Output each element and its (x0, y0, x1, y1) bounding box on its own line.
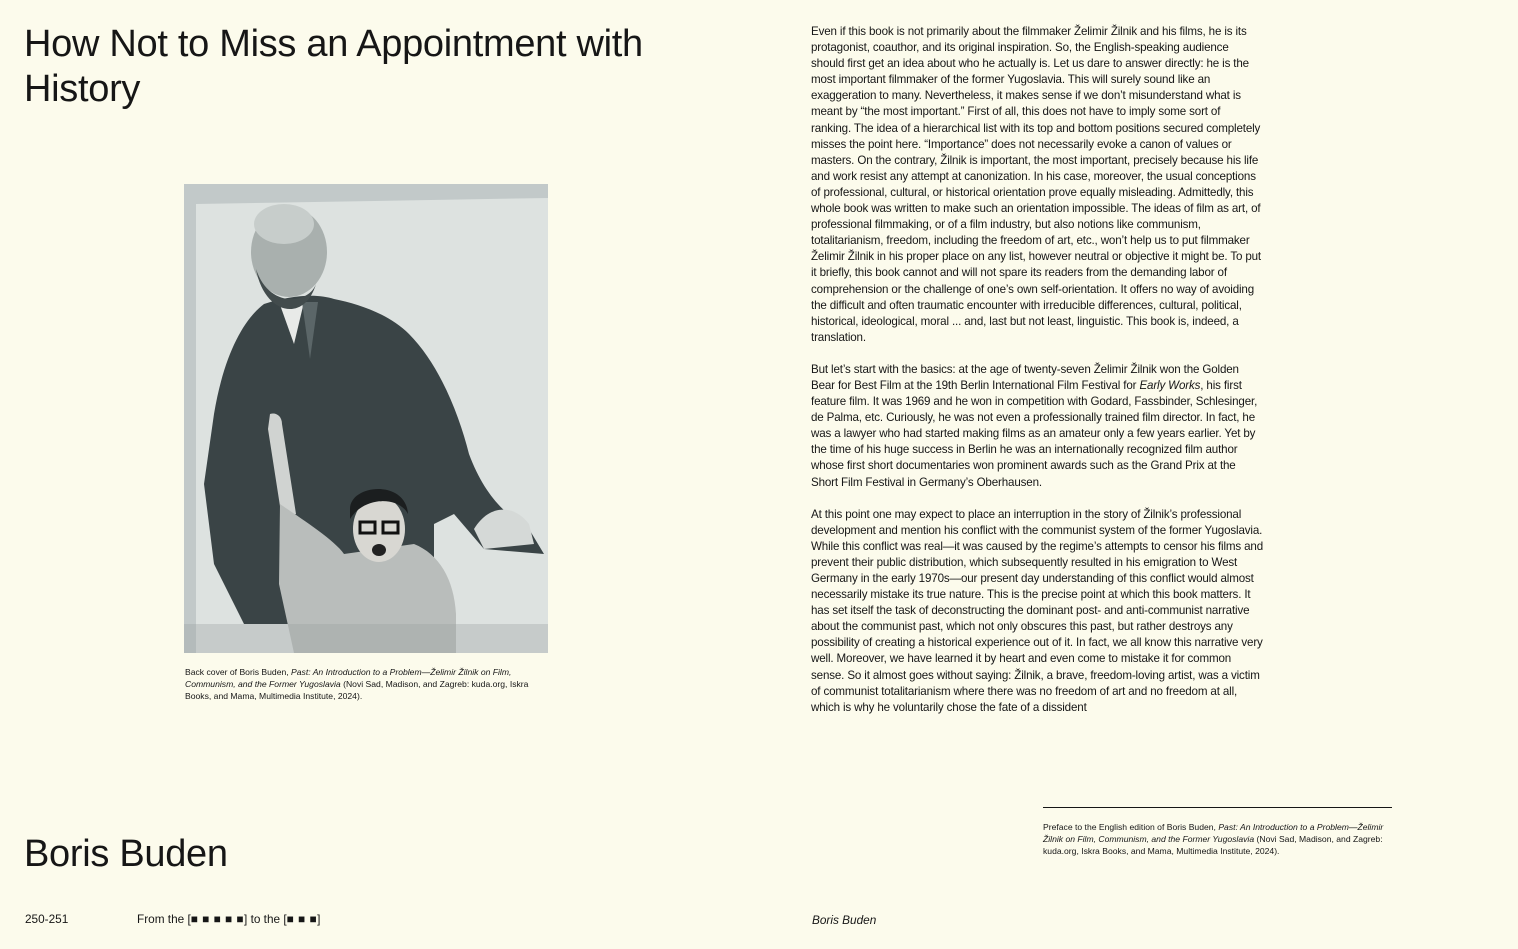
running-author: Boris Buden (812, 913, 877, 927)
body-text (811, 24, 1263, 732)
body-paragraph-1: Even if this book is not primarily about the filmmaker Želimir Žilnik and his films, he is its protagonist, coauthor, and its original inspiration. So, the English-speaking audience should first get an idea about who he actually is. Let us dare to answer directly: he is the most important filmmaker of the former Yugoslavia. This will surely sound like an exaggeration to many. Nevertheless, it makes sense if we don’t misunderstand what is meant by “the most important.” First of all, this does not have to imply some sort of ranking. The idea of a hierarchical list with its top and bottom positions secured completely misses the point here. “Importance” does not necessarily evoke a canon of values or masters. On the contrary, Žilnik is important, the most important, precisely because his life and work resist any attempt at canonization. In his case, moreover, the usual conceptions of professional, cultural, or historical orientation prove equally misleading. Admittedly, this whole book was written to make such an orientation impossible. The ideas of film as art, of professional filmmaking, or of a film industry, but also notions like communism, totalitarianism, freedom, including the freedom of art, etc., won’t help us to put filmmaker Želimir Žilnik in his proper place on any list, however neutral or objective it might be. To put it briefly, this book cannot and will not spare its readers from the demanding labor of comprehension or the challenge of one’s own self-orientation. It offers no way of avoiding the difficult and often traumatic encounter with irreducible differences, cultural, political, historical, ideological, moral ... and, last but not least, linguistic. This book is, indeed, a translation. (811, 25, 1261, 344)
film-title: Early Works (1139, 378, 1201, 392)
footnote-book-title: Past: An Introduction to a Problem—Želimir Žilnik on Film, Communism, and the Former Yugoslavia (1043, 822, 1384, 844)
author-name: Boris Buden (24, 833, 228, 875)
page-numbers: 250-251 (25, 912, 69, 926)
photo-caption-lead: Back cover of Boris Buden, (185, 667, 292, 677)
running-header-part-2: ] to the [ (244, 912, 287, 926)
running-header (137, 912, 320, 926)
article-title: How Not to Miss an Appointment with History (24, 23, 643, 110)
footnote (1043, 822, 1388, 857)
body-paragraph-2-tail: , his first feature film. It was 1969 and he won in competition with Godard, Fassbinder, Schlesinger, de Palma, etc. Curiously, he was not even a professionally trained film director. In fact, he was a lawyer who had started making films as an amateur only a few years earlier. Yet by the time of his huge success in Berlin he was an internationally recognized film author whose first short documentaries won prominent awards such as the Grand Prix at the Short Film Festival in Germany’s Oberhausen. (811, 378, 1258, 489)
photo-caption-tail: (Novi Sad, Madison, and Zagreb: kuda.org, Iskra Books, and Mama, Multimedia Institute, 2024). (185, 679, 529, 701)
footnote-lead: Preface to the English edition of Boris Buden, (1043, 822, 1219, 832)
body-paragraph-2-lead: But let’s start with the basics: at the age of twenty-seven Želimir Žilnik won the Golden Bear for Best Film at the 19th Berlin International Film Festival for (811, 362, 1239, 392)
running-header-part-3: ] (317, 912, 321, 926)
body-paragraph-2 (811, 362, 1263, 491)
body-paragraph-3: At this point one may expect to place an interruption in the story of Žilnik’s professional development and mention his conflict with the communist system of the former Yugoslavia. While this conflict was real—it was caused by the regime’s attempts to censor his films and prevent their public distribution, which subsequently resulted in his emigration to West Germany in the early 1970s—our present day understanding of this conflict would almost necessarily mistake its true nature. This is the precise point at which this book matters. It has set itself the task of deconstructing the dominant post- and anti-communist narrative about the communist past, which not only obscures this past, but rather destroys any possibility of creating a historical experience out of it. In fact, we all know this narrative very well. Moreover, we have learned it by heart and even come to mistake it for common sense. So it almost goes without saying: Žilnik, a brave, freedom-loving artist, was a victim of communist totalitarianism where there was no freedom of art and no freedom at all, which is why he voluntarily chose the fate of a dissident (811, 507, 1264, 714)
footnote-rule (1043, 807, 1392, 808)
redacted-blocks-2: ■ ■ ■ (286, 912, 318, 926)
back-cover-photo (184, 184, 548, 653)
poster-photo-illustration (184, 184, 548, 653)
photo-caption (185, 666, 547, 702)
running-header-part-1: From the [ (137, 912, 191, 926)
photo-caption-book-title: Past: An Introduction to a Problem—Želimir Žilnik on Film, Communism, and the Former Yugoslavia (185, 667, 512, 689)
footnote-tail: (Novi Sad, Madison, and Zagreb: kuda.org, Iskra Books, and Mama, Multimedia Institute, 2024). (1043, 833, 1383, 856)
redacted-blocks-1: ■ ■ ■ ■ ■ (190, 912, 245, 926)
